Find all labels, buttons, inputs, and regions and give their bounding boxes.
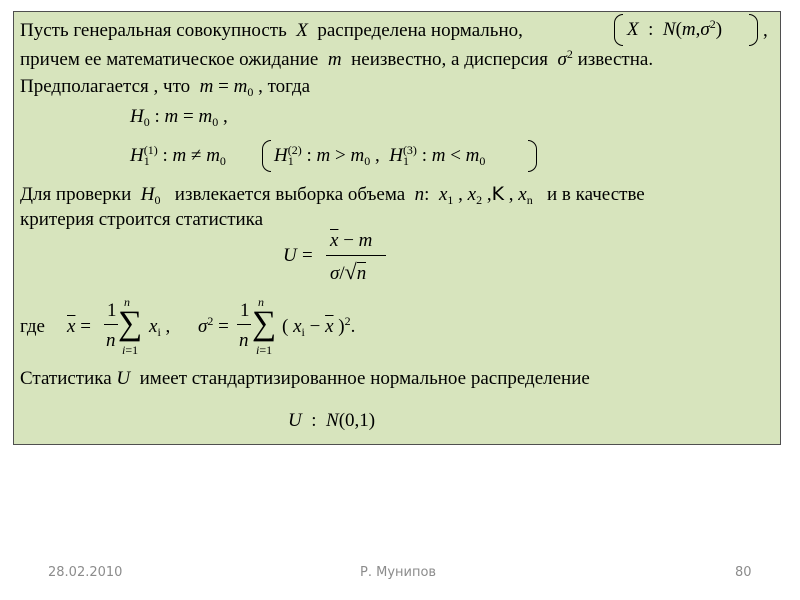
text-where: где [20, 316, 45, 337]
paren-right [749, 14, 758, 46]
mean-term: $x_i$ , [149, 316, 171, 339]
text-line-5: критерия строится статистика [20, 209, 264, 230]
paren-right-h1 [528, 140, 537, 172]
hypothesis-h1: $H_1^{(1)}$ : $m \ne m_0$ [130, 143, 226, 168]
sum-upper: n [124, 295, 130, 309]
var-n: n [239, 330, 249, 351]
formula-mean-lhs: $\overline{x}$ = [67, 316, 91, 337]
sum-lower: i=1 [122, 343, 139, 357]
formula-u-dist: U : N(0,1) [288, 410, 376, 431]
var-term: ( $x_i - \overline{x}$ )$^2$. [282, 314, 356, 339]
mean-n: n [106, 330, 116, 351]
text-line-3: Предполагается , что $m = m_0$ , тогда [20, 76, 311, 99]
text-line-2: причем ее математическое ожидание m неизвестно, а дисперсия $\sigma^2$ известна. [20, 47, 654, 70]
comma: , [763, 20, 768, 41]
var-sum-lower: i=1 [256, 343, 273, 357]
var-x: X [296, 20, 308, 41]
footer-date: 28.02.2010 [48, 565, 123, 580]
formula-u-lhs: U [283, 245, 297, 266]
text-line-7: Статистика U имеет стандартизированное нормальное распределение [20, 368, 590, 389]
equals: = [302, 245, 313, 266]
var-sum-upper: n [258, 295, 264, 309]
mean-one: 1 [107, 300, 117, 321]
mean-bar [104, 324, 118, 325]
paren-left-h1 [262, 140, 271, 172]
text-line-4: Для проверки $H_0$ извлекается выборка объема n: $x_1$ , $x_2$ ,K , $x_n$ и в качестве [20, 183, 645, 207]
sum-sign: ∑ [118, 305, 143, 342]
footer-page-number: 80 [735, 565, 752, 580]
formula-u-numerator: $\overline{x} - m$ [330, 230, 373, 251]
footer-author: Р. Мунипов [360, 565, 437, 580]
var-one: 1 [240, 300, 250, 321]
text-line-1: Пусть генеральная совокупность X распределена нормально, [20, 20, 523, 41]
hypothesis-h0: $H_0$ : $m = m_0$ , [130, 106, 228, 129]
var-sum-sign: ∑ [252, 305, 277, 342]
formula-u-denominator: σ/√n [330, 259, 367, 284]
fraction-bar [326, 255, 386, 256]
paren-left [614, 14, 623, 46]
hypothesis-h1-alt: $H_1^{(2)}$ : $m > m_0$ , $H_1^{(3)}$ : $m < m_0$ [274, 143, 486, 168]
var-bar [237, 324, 251, 325]
formula-distribution: X : $N(m,\sigma^2)$ [627, 17, 723, 40]
formula-var-lhs: $\sigma^2$ = [198, 314, 229, 337]
